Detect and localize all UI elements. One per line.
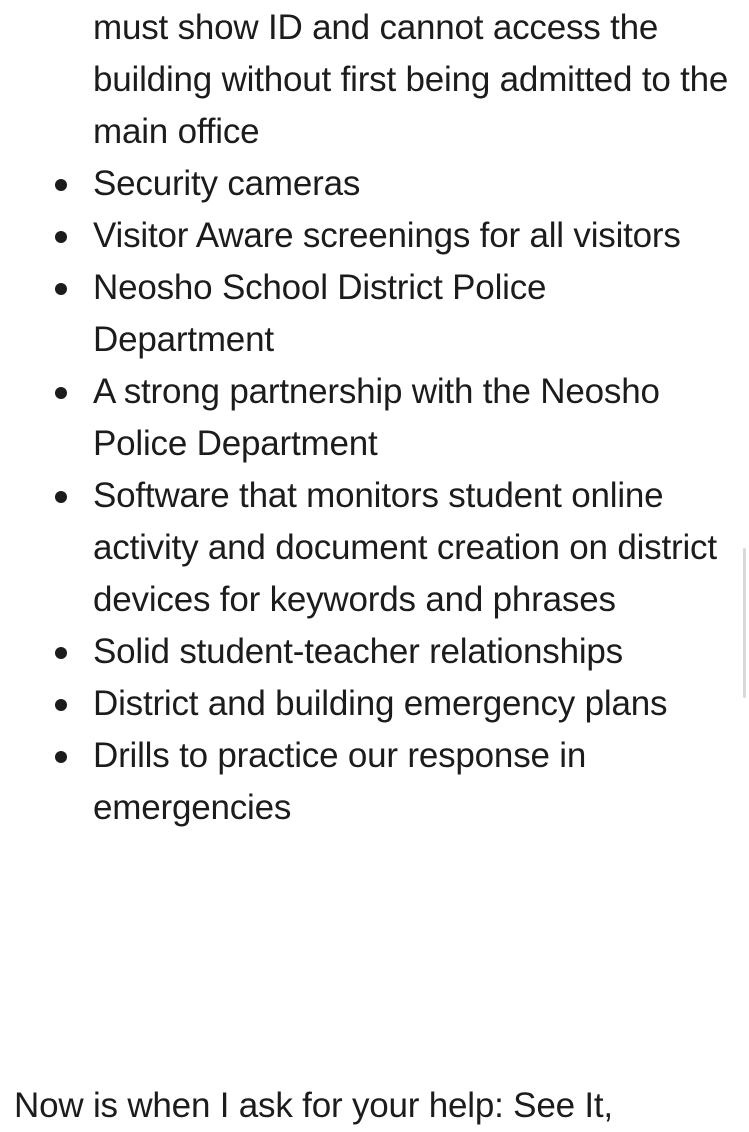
list-item-continuation: must show ID and cannot access the building without first being admitted to the main office <box>93 8 729 151</box>
scrollbar[interactable] <box>743 548 746 698</box>
list-item <box>0 470 749 626</box>
bullet-icon <box>55 231 67 243</box>
list-item <box>0 678 749 730</box>
list-item-text: Solid student-teacher relationships <box>93 632 623 671</box>
bullet-icon <box>55 647 67 659</box>
bullet-icon <box>55 699 67 711</box>
list-item-text: Security cameras <box>93 164 361 203</box>
security-measures-list <box>0 158 749 834</box>
list-item <box>0 158 749 210</box>
list-item <box>0 366 749 470</box>
bullet-icon <box>55 283 67 295</box>
list-item-text: Drills to practice our response in emergencies <box>93 736 587 827</box>
list-item <box>0 262 749 366</box>
bullet-icon <box>55 491 67 503</box>
closing-paragraph: Now is when I ask for your help: See It, <box>14 1086 613 1125</box>
list-item-text: Software that monitors student online activity and document creation on district devices for keywords and phrases <box>93 476 717 619</box>
bullet-icon <box>55 751 67 763</box>
list-item <box>0 626 749 678</box>
list-item-text: Neosho School District Police Department <box>93 268 547 359</box>
list-item-text: District and building emergency plans <box>93 684 668 723</box>
list-item-text: Visitor Aware screenings for all visitors <box>93 216 681 255</box>
bullet-icon <box>55 179 67 191</box>
list-item <box>0 730 749 834</box>
list-item-text: A strong partnership with the Neosho Police Department <box>93 372 660 463</box>
list-item <box>0 210 749 262</box>
bullet-icon <box>55 387 67 399</box>
